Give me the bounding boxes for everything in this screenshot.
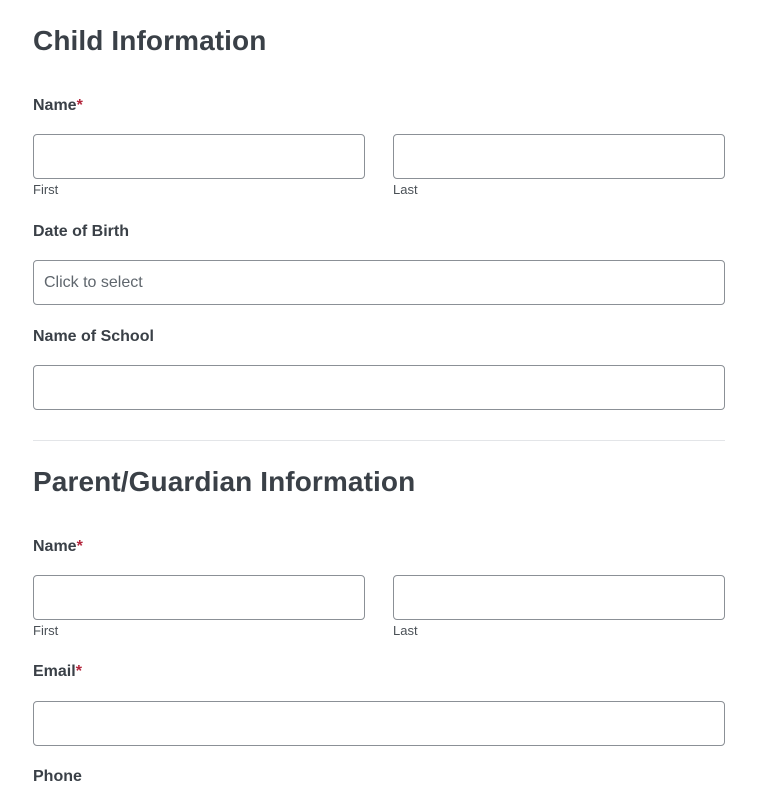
phone-label: Phone	[33, 768, 82, 785]
email-label	[33, 663, 82, 681]
child-name-label	[33, 97, 83, 115]
parent-first-name-input[interactable]	[33, 575, 365, 620]
parent-guardian-information-heading: Parent/Guardian Information	[33, 466, 416, 497]
school-name-input[interactable]	[33, 365, 725, 410]
child-first-name-input[interactable]	[33, 134, 365, 179]
date-of-birth-picker-input[interactable]	[33, 260, 725, 305]
parent-last-name-input[interactable]	[393, 575, 725, 620]
section-divider	[33, 440, 725, 441]
school-name-label: Name of School	[33, 328, 154, 345]
parent-first-sublabel: First	[33, 623, 59, 638]
child-first-sublabel: First	[33, 182, 59, 197]
child-last-name-input[interactable]	[393, 134, 725, 179]
child-information-heading: Child Information	[33, 25, 267, 56]
parent-name-label	[33, 538, 83, 556]
parent-name-label-text: Name	[33, 538, 77, 555]
parent-last-sublabel: Last	[393, 623, 418, 638]
email-label-text: Email	[33, 663, 76, 680]
required-asterisk: *	[76, 97, 83, 114]
date-of-birth-label: Date of Birth	[33, 223, 129, 240]
required-asterisk: *	[76, 538, 83, 555]
email-input[interactable]	[33, 701, 725, 746]
child-name-label-text: Name	[33, 97, 77, 114]
required-asterisk: *	[75, 663, 82, 680]
child-last-sublabel: Last	[393, 182, 418, 197]
